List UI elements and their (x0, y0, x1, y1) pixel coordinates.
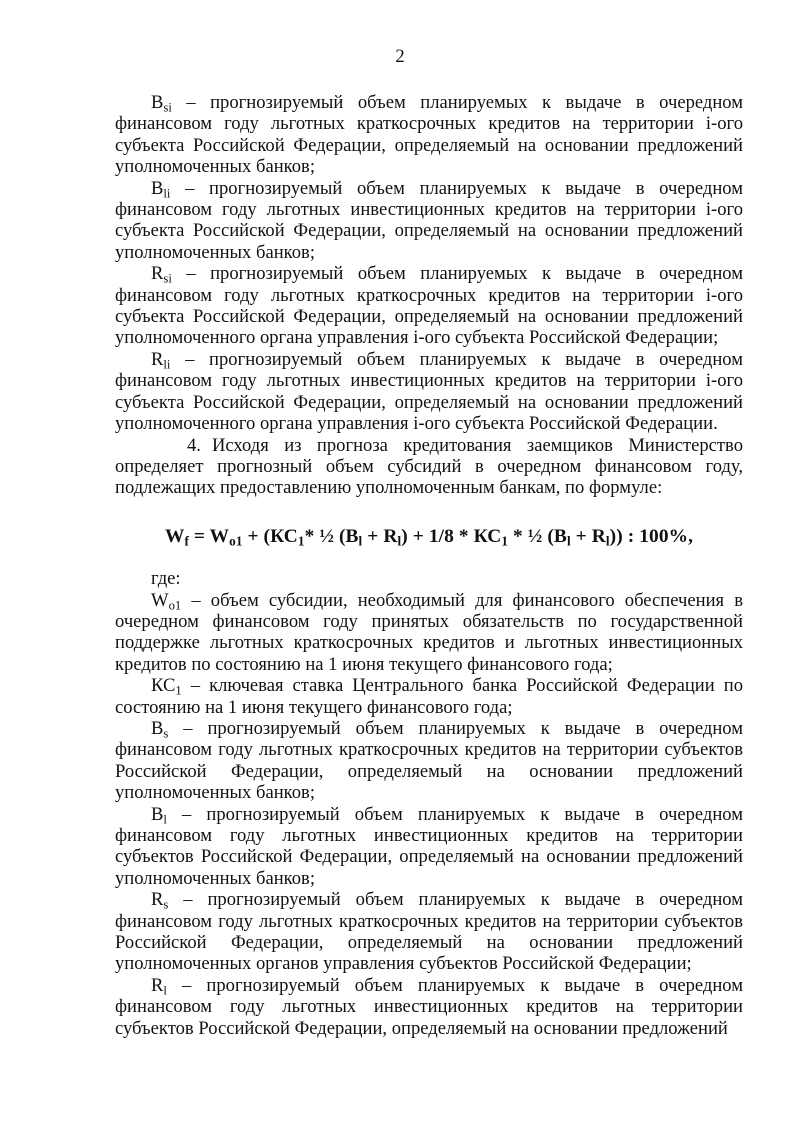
definition-text: – прогнозируемый объем планируемых к выдаче в очередном финансовом году льготных инвестиционных кредитов на территории субъектов Российской Федерации, определяемый на основании предложений (115, 974, 744, 1039)
definition-bli (115, 178, 743, 264)
symbol: $R_{si}$ (151, 263, 172, 286)
definition-text: – прогнозируемый объем планируемых к выдаче в очередном финансовом году льготных инвестиционных кредитов на территории i-ого субъекта Российской Федерации, определяемый на основании предложений уполномоченного органа управления i-ого субъекта Российской Федерации. (115, 348, 744, 435)
symbol: $R_s$ (151, 889, 169, 912)
symbol: $R_{li}$ (151, 348, 171, 372)
definition-text: – прогнозируемый объем планируемых к выдаче в очередном финансовом году льготных краткосрочных кредитов на территории i-ого субъекта Российской Федерации, определяемый на основании предложений уполномоченного органа управления i-ого субъекта Российской Федерации; (115, 263, 743, 349)
definition-rs (115, 889, 743, 975)
definition-text: – прогнозируемый объем планируемых к выдаче в очередном финансовом году льготных краткосрочных кредитов на территории i-ого субъекта Российской Федерации, определяемый на основании предложений уполномоченных банков; (115, 92, 743, 178)
definition-bs (115, 718, 743, 804)
item-text: Исходя из прогноза кредитования заемщиков Министерство определяет прогнозный объем субсидий в очередном финансовом году, подлежащих предоставлению уполномоченным банкам, по формуле: (115, 434, 743, 499)
definition-wo1 (115, 590, 743, 676)
definition-bsi (115, 92, 743, 178)
symbol: $R_l$ (151, 974, 167, 998)
symbol: $КС_1$ (151, 675, 182, 698)
definition-text: – прогнозируемый объем планируемых к выдаче в очередном финансовом году льготных краткосрочных кредитов на территории субъектов Российской Федерации, определяемый на основании предложений уполномоченных органов управления субъектов Российской Федерации; (115, 889, 743, 975)
definition-text: – прогнозируемый объем планируемых к выдаче в очередном финансовом году льготных инвестиционных кредитов на территории субъектов Российской Федерации, определяемый на основании предложений уполномоченных банков; (115, 803, 744, 889)
definition-rli (115, 349, 743, 435)
item-4-paragraph (115, 435, 743, 499)
definition-text: – ключевая ставка Центрального банка Российской Федерации по состоянию на 1 июня текущего финансового года; (115, 675, 743, 718)
symbol: $B_l$ (151, 803, 167, 827)
where-label: где: (151, 568, 181, 590)
document-body (115, 92, 743, 1039)
subsidy-formula: $W_f = W_{o1} + (КС_1*$ ½ $(B_l + R_l) + 1/8 * КС_1$ * ½ $(B_l + R_l)$) : 100%, (164, 525, 694, 549)
symbol: $B_{si}$ (151, 92, 172, 115)
definition-ks1 (115, 675, 743, 718)
symbol: $W_{o1}$ (151, 589, 182, 613)
item-number: 4. (187, 434, 201, 456)
symbol: $B_{li}$ (151, 177, 171, 201)
definition-text: – объем субсидии, необходимый для финансового обеспечения в очередном финансовом году принятых обязательств по государственной поддержке льготных краткосрочных кредитов и льготных инвестиционных кредитов по состоянию на 1 июня текущего финансового года; (115, 589, 743, 675)
symbol: $B_s$ (151, 717, 169, 741)
page-number: 2 (395, 46, 405, 67)
definition-rl (115, 975, 743, 1039)
definition-rsi (115, 263, 743, 349)
definition-text: – прогнозируемый объем планируемых к выдаче в очередном финансовом году льготных краткосрочных кредитов на территории субъектов Российской Федерации, определяемый на основании предложений уполномоченных банков; (115, 717, 743, 804)
definition-bl (115, 804, 743, 890)
definition-text: – прогнозируемый объем планируемых к выдаче в очередном финансовом году льготных инвестиционных кредитов на территории i-ого субъекта Российской Федерации, определяемый на основании предложений уполномоченных банков; (115, 177, 744, 263)
